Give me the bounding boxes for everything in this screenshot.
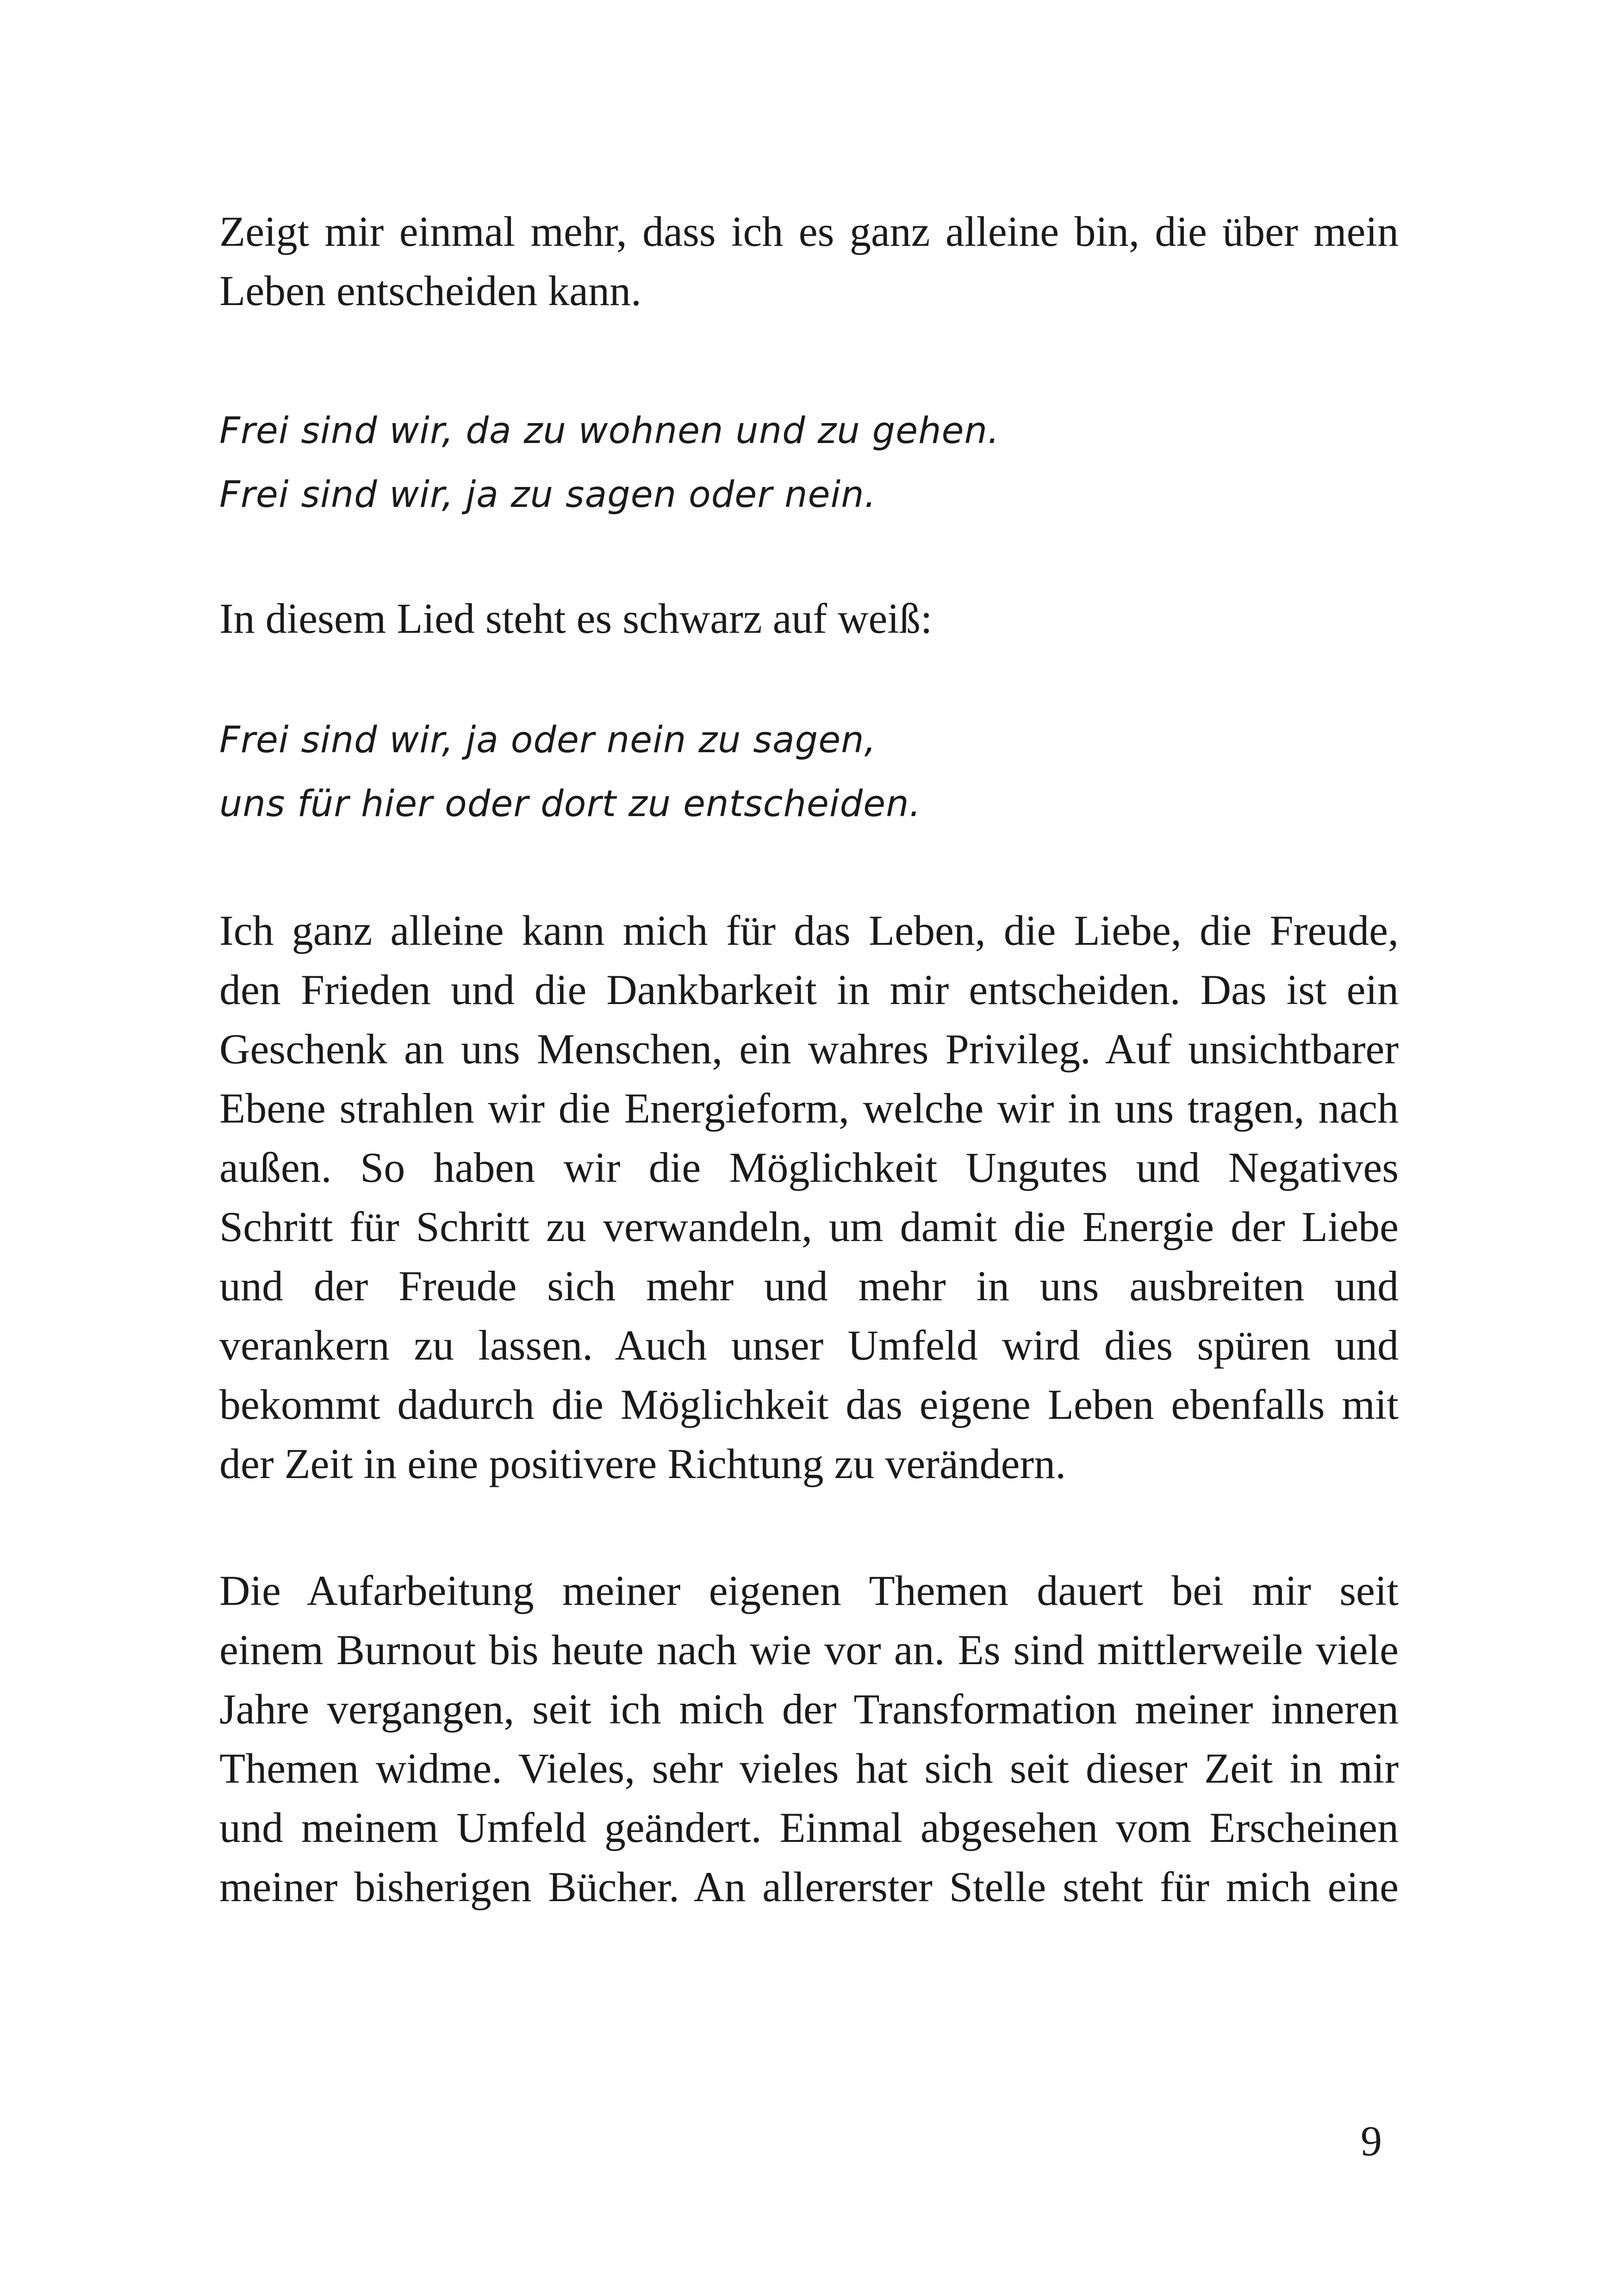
paragraph-3	[219, 901, 1399, 1493]
text-line: meiner bisherigen Bücher. An allererster Stelle steht für mich eine	[219, 1863, 1399, 1910]
text-line: Leben entscheiden kann.	[219, 267, 641, 314]
verse-quote-1	[219, 399, 1399, 527]
text-line: In diesem Lied steht es schwarz auf weiß:	[219, 595, 933, 642]
page-number: 9	[1361, 2117, 1382, 2165]
text-line: bekommt dadurch die Möglichkeit das eigene Leben ebenfalls mit	[219, 1381, 1399, 1428]
text-line: Zeigt mir einmal mehr, dass ich es ganz alleine bin, die über mein	[219, 208, 1399, 255]
text-line: Jahre vergangen, seit ich mich der Transformation meiner inneren	[219, 1685, 1399, 1733]
text-line: und der Freude sich mehr und mehr in uns ausbreiten und	[219, 1262, 1399, 1310]
text-line: Geschenk an uns Menschen, ein wahres Privileg. Auf unsichtbarer	[219, 1025, 1399, 1073]
verse-line: Frei sind wir, ja zu sagen oder nein.	[219, 474, 877, 516]
verse-quote-2	[219, 708, 1399, 836]
text-line: Ebene strahlen wir die Energieform, welche wir in uns tragen, nach	[219, 1085, 1399, 1132]
text-line: außen. So haben wir die Möglichkeit Ungutes und Negatives	[219, 1144, 1399, 1191]
text-line: und meinem Umfeld geändert. Einmal abgesehen vom Erscheinen	[219, 1804, 1399, 1851]
verse-line: uns für hier oder dort zu entscheiden.	[219, 783, 921, 825]
text-line: verankern zu lassen. Auch unser Umfeld wird dies spüren und	[219, 1322, 1399, 1369]
text-line: Die Aufarbeitung meiner eigenen Themen dauert bei mir seit	[219, 1567, 1399, 1614]
text-line: der Zeit in eine positivere Richtung zu verändern.	[219, 1440, 1066, 1487]
paragraph-2	[219, 589, 1399, 648]
text-line: einem Burnout bis heute nach wie vor an. Es sind mittlerweile viele	[219, 1626, 1399, 1673]
text-line: den Frieden und die Dankbarkeit in mir entscheiden. Das ist ein	[219, 966, 1399, 1013]
text-line: Themen widme. Vieles, sehr vieles hat sich seit dieser Zeit in mir	[219, 1745, 1399, 1792]
paragraph-4	[219, 1561, 1399, 1916]
verse-line: Frei sind wir, da zu wohnen und zu gehen.	[219, 410, 1000, 452]
text-line: Ich ganz alleine kann mich für das Leben, die Liebe, die Freude,	[219, 907, 1399, 954]
text-line: Schritt für Schritt zu verwandeln, um damit die Energie der Liebe	[219, 1203, 1399, 1250]
paragraph-1	[219, 202, 1399, 320]
verse-line: Frei sind wir, ja oder nein zu sagen,	[219, 719, 877, 761]
